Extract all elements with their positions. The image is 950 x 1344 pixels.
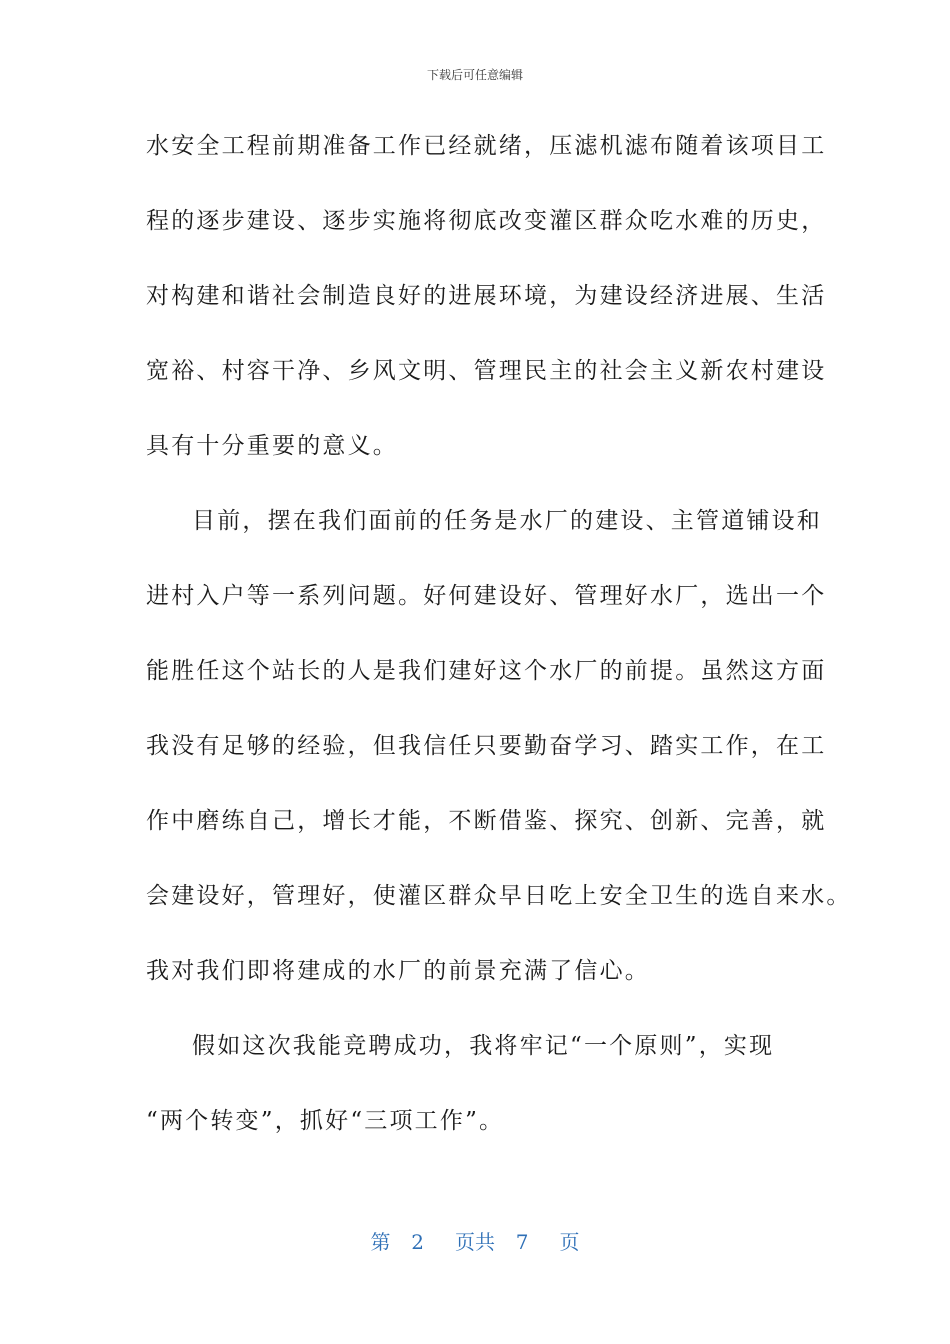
text-line-7: 进村入户等一系列问题。好何建设好、管理好水厂，选出一个 <box>146 583 827 609</box>
text-line-13: 假如这次我能竞聘成功，我将牢记“一个原则”，实现 <box>192 1033 775 1059</box>
page-number: 第 2 页共 7 页 <box>370 1230 580 1254</box>
text-line-1: 水安全工程前期准备工作已经就绪，压滤机滤布随着该项目工 <box>146 133 827 159</box>
text-line-2: 程的逐步建设、逐步实施将彻底改变灌区群众吃水难的历史， <box>146 208 827 234</box>
text-line-9: 我没有足够的经验，但我信任只要勤奋学习、踏实工作，在工 <box>146 733 827 759</box>
page-header: 下载后可任意编辑 <box>426 68 523 82</box>
document-body <box>146 128 852 1178</box>
text-line-11: 会建设好，管理好，使灌区群众早日吃上安全卫生的选自来水。 <box>146 883 852 909</box>
text-line-10: 作中磨练自己，增长才能，不断借鉴、探究、创新、完善，就 <box>146 808 827 834</box>
text-line-8: 能胜任这个站长的人是我们建好这个水厂的前提。虽然这方面 <box>146 658 827 684</box>
text-line-6: 目前，摆在我们面前的任务是水厂的建设、主管道铺设和 <box>192 508 822 534</box>
text-line-14: “两个转变”，抓好“三项工作”。 <box>146 1108 505 1134</box>
text-line-12: 我对我们即将建成的水厂的前景充满了信心。 <box>146 958 650 984</box>
text-line-5: 具有十分重要的意义。 <box>146 433 398 459</box>
page-footer <box>0 1226 950 1255</box>
text-line-4: 宽裕、村容干净、乡风文明、管理民主的社会主义新农村建设 <box>146 358 827 384</box>
text-line-3: 对构建和谐社会制造良好的进展环境，为建设经济进展、生活 <box>146 283 827 309</box>
